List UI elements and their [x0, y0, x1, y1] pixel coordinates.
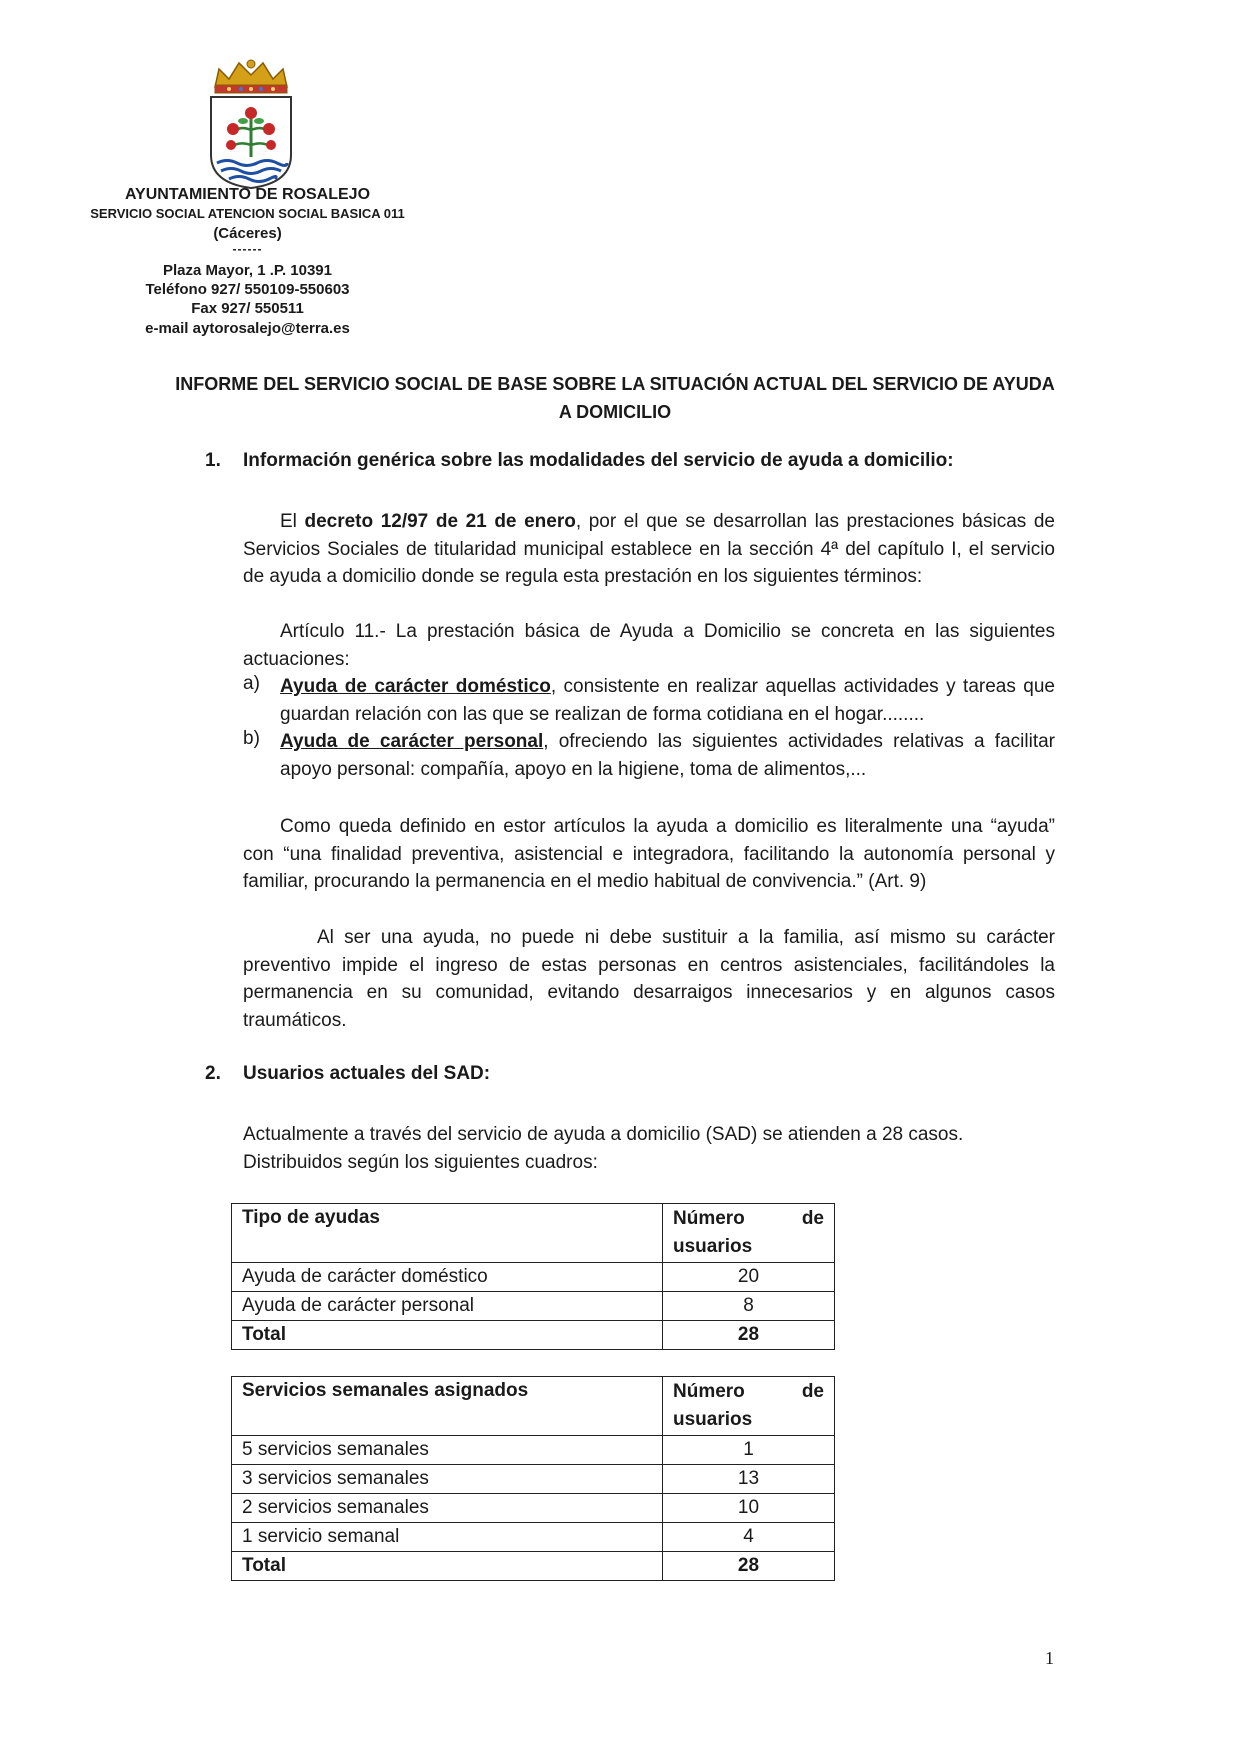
table-total-row: [232, 1321, 835, 1350]
item-a-title: Ayuda de carácter doméstico: [280, 676, 551, 697]
weekly-services-table: [231, 1376, 835, 1581]
item-b-description: , ofreciendo las siguientes actividades relativas a facilitar apoyo personal: compañía, apoyo en la higiene, toma de alimentos,...: [280, 731, 1055, 780]
email-line: e-mail aytorosalejo@terra.es: [145, 320, 350, 337]
row-label: 1 servicio semanal: [232, 1523, 663, 1552]
aid-type-header: Tipo de ayudas: [232, 1204, 663, 1263]
table-row: [232, 1494, 835, 1523]
table-row: [232, 1292, 835, 1321]
definition-paragraph: Como queda definido en estor artículos la ayuda a domicilio es literalmente una “ayuda” con “una finalidad preventiva, asistencial e integradora, facilitando la autonomía personal y familiar, procurando la permanencia en el medio habitual de convivencia.” (Art. 9): [243, 816, 1055, 892]
users-count-header-line1: Número de: [673, 1208, 824, 1229]
row-value: 20: [663, 1263, 835, 1292]
page-number: 1: [1045, 1648, 1054, 1668]
table-row: [232, 1523, 835, 1552]
item-b-label: b): [243, 728, 260, 749]
item-a-description: , consistente en realizar aquellas actividades y tareas que guardan relación con las que se realizan de forma cotidiana en el hogar........: [280, 676, 1055, 725]
table-header-row: [232, 1377, 835, 1436]
total-value: 28: [663, 1552, 835, 1581]
table-row: [232, 1465, 835, 1494]
total-label: Total: [232, 1321, 663, 1350]
letterhead-separator: ------: [232, 242, 263, 256]
table-row: [232, 1436, 835, 1465]
row-label: 3 servicios semanales: [232, 1465, 663, 1494]
item-b-title: Ayuda de carácter personal: [280, 731, 544, 752]
users-count-header-line1: Número de: [673, 1381, 824, 1402]
item-b-text: [280, 728, 1055, 783]
phone-line: Teléfono 927/ 550109-550603: [145, 281, 350, 298]
row-label: Ayuda de carácter personal: [232, 1292, 663, 1321]
row-value: 4: [663, 1523, 835, 1552]
row-value: 13: [663, 1465, 835, 1494]
document-title: INFORME DEL SERVICIO SOCIAL DE BASE SOBRE LA SITUACIÓN ACTUAL DEL SERVICIO DE AYUDA A DOMICILIO: [175, 374, 1055, 422]
row-label: Ayuda de carácter doméstico: [232, 1263, 663, 1292]
fax-line: Fax 927/ 550511: [191, 300, 304, 317]
decree-text-rest: , por el que se desarrollan las prestaciones básicas de Servicios Sociales de titularidad municipal establece en la sección 4ª del capítulo I, el servicio de ayuda a domicilio donde se regula esta prestación en los siguientes términos:: [243, 511, 1055, 587]
municipality-name: AYUNTAMIENTO DE ROSALEJO: [124, 186, 371, 203]
row-label: 2 servicios semanales: [232, 1494, 663, 1523]
row-value: 8: [663, 1292, 835, 1321]
row-label: 5 servicios semanales: [232, 1436, 663, 1465]
row-value: 1: [663, 1436, 835, 1465]
users-count-header: [663, 1204, 835, 1263]
total-label: Total: [232, 1552, 663, 1581]
section2-heading: Usuarios actuales del SAD:: [243, 1063, 491, 1084]
help-paragraph: Al ser una ayuda, no puede ni debe sustituir a la familia, así mismo su carácter preventivo impide el ingreso de estas personas en centros asistenciales, facilitándoles la permanencia en su comunidad, evitando desarraigos innecesarios y en algunos casos traumáticos.: [243, 927, 1055, 1031]
users-intro: Actualmente a través del servicio de ayuda a domicilio (SAD) se atienden a 28 casos. Distribuidos según los siguientes cuadros:: [243, 1124, 964, 1173]
province-name: (Cáceres): [213, 225, 282, 242]
users-count-header-line2: usuarios: [673, 1236, 753, 1257]
section1-number: 1.: [205, 450, 221, 471]
decree-paragraph: [243, 508, 1055, 591]
coat-of-arms-logo: [205, 55, 297, 190]
article-paragraph: Artículo 11.- La prestación básica de Ayuda a Domicilio se concreta en las siguientes actuaciones:: [243, 621, 1055, 670]
users-count-header-line2: usuarios: [673, 1409, 753, 1430]
table-total-row: [232, 1552, 835, 1581]
decree-text-start: El: [280, 511, 305, 532]
item-a-label: a): [243, 673, 260, 694]
table-row: [232, 1263, 835, 1292]
section2-number: 2.: [205, 1063, 221, 1084]
decree-reference: decreto 12/97 de 21 de enero: [304, 511, 576, 532]
item-a-text: [280, 673, 1055, 728]
aid-type-table: [231, 1203, 835, 1350]
row-value: 10: [663, 1494, 835, 1523]
total-value: 28: [663, 1321, 835, 1350]
address-line: Plaza Mayor, 1 .P. 10391: [162, 262, 332, 279]
weekly-services-header: Servicios semanales asignados: [232, 1377, 663, 1436]
service-name: SERVICIO SOCIAL ATENCION SOCIAL BASICA 011: [90, 206, 405, 221]
section1-heading: Información genérica sobre las modalidades del servicio de ayuda a domicilio:: [243, 450, 954, 471]
users-count-header: [663, 1377, 835, 1436]
table-header-row: [232, 1204, 835, 1263]
